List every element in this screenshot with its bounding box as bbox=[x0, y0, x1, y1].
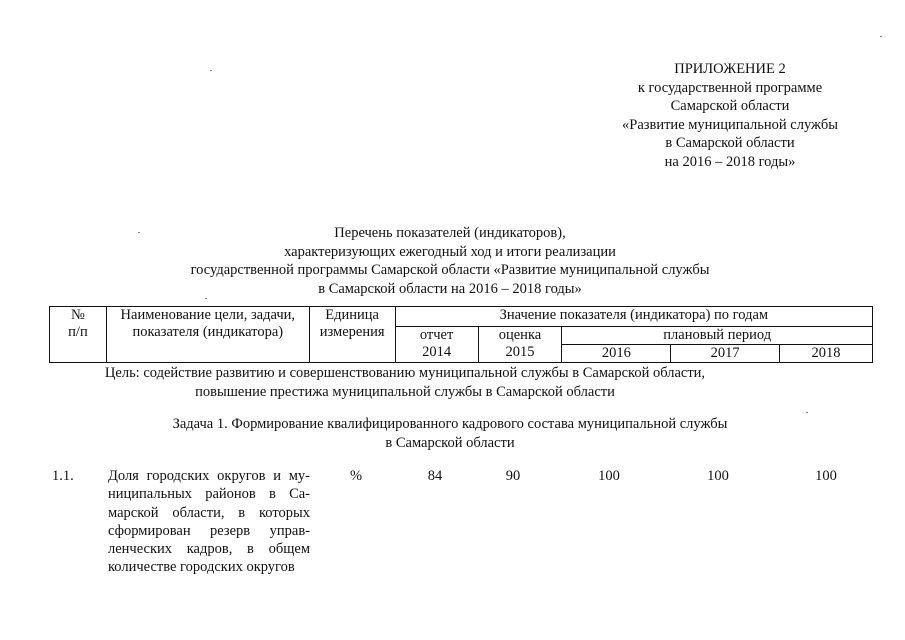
indicators-table-header bbox=[49, 306, 873, 363]
scan-speck bbox=[806, 412, 808, 413]
appendix-line: «Развитие муниципальной службы bbox=[622, 116, 838, 133]
header-report-cell bbox=[395, 327, 478, 363]
appendix-line: к государственной программе bbox=[637, 79, 823, 96]
indicator-name-line: марской области, в которых bbox=[108, 504, 310, 521]
title-line: характеризующих ежегодный ход и итоги реализации bbox=[284, 243, 616, 260]
header-year-2017: 2017 bbox=[671, 345, 780, 363]
header-unit: Единица bbox=[325, 307, 379, 323]
header-name-cell bbox=[106, 307, 309, 363]
scan-speck bbox=[138, 232, 140, 233]
task-line: в Самарской области bbox=[385, 434, 515, 451]
header-report-year: 2014 bbox=[422, 344, 452, 360]
header-unit-cell bbox=[309, 307, 395, 363]
header-value-group: Значение показателя (индикатора) по годам bbox=[395, 307, 872, 327]
row-value-2015: 90 bbox=[505, 468, 521, 484]
header-planned: плановый период bbox=[562, 327, 873, 345]
header-year-2018: 2018 bbox=[780, 345, 873, 363]
appendix-line: на 2016 – 2018 годы» bbox=[664, 153, 796, 170]
document-title bbox=[100, 224, 800, 298]
appendix-line: Самарской области bbox=[670, 98, 790, 114]
indicator-name-line: количестве городских округов bbox=[108, 559, 295, 576]
header-year-2016: 2016 bbox=[562, 345, 671, 363]
row-value-2014: 84 bbox=[427, 468, 443, 484]
scan-speck bbox=[880, 36, 882, 37]
row-num: 1.1. bbox=[52, 468, 74, 484]
header-name-sub: показателя (индикатора) bbox=[132, 324, 284, 340]
row-value-2017: 100 bbox=[707, 468, 729, 484]
header-num-sub: п/п bbox=[68, 324, 88, 340]
title-line: Перечень показателей (индикаторов), bbox=[334, 225, 566, 241]
header-unit-sub: измерения bbox=[319, 324, 385, 340]
header-report: отчет bbox=[419, 327, 454, 343]
indicator-name-line: Доля городских округов и му- bbox=[108, 468, 310, 484]
header-estimate-cell bbox=[478, 327, 562, 363]
title-line: государственной программы Самарской области «Развитие муниципальной службы bbox=[190, 262, 710, 278]
row-value-2018: 100 bbox=[815, 468, 837, 484]
appendix-block bbox=[560, 60, 900, 171]
header-name: Наименование цели, задачи, bbox=[120, 307, 296, 323]
table-row bbox=[0, 467, 905, 587]
indicator-name-line: сформирован резерв управ- bbox=[108, 522, 310, 539]
goal-line: Цель: содействие развитию и совершенствованию муниципальной службы в Самарской области, bbox=[104, 365, 706, 381]
header-estimate: оценка bbox=[498, 327, 542, 343]
task-line: Задача 1. Формирование квалифицированного кадрового состава муниципальной службы bbox=[172, 416, 728, 432]
row-value-2016: 100 bbox=[598, 468, 620, 484]
indicator-name-line: ниципальных районов в Са- bbox=[108, 486, 310, 503]
scan-speck bbox=[210, 70, 212, 71]
task-heading bbox=[100, 415, 800, 452]
goal-line: повышение престижа муниципальной службы в Самарской области bbox=[195, 383, 615, 400]
appendix-line: в Самарской области bbox=[665, 135, 795, 151]
title-line: в Самарской области на 2016 – 2018 годы» bbox=[318, 280, 582, 297]
row-indicator-name bbox=[108, 467, 310, 577]
appendix-line: ПРИЛОЖЕНИЕ 2 bbox=[674, 61, 786, 77]
indicator-name-line: ленческих кадров, в общем bbox=[108, 541, 310, 558]
row-unit: % bbox=[349, 468, 363, 484]
header-estimate-year: 2015 bbox=[505, 344, 535, 360]
scan-speck bbox=[205, 298, 207, 299]
header-num-cell bbox=[50, 307, 107, 363]
goal-text bbox=[80, 364, 730, 401]
header-num: № bbox=[71, 307, 85, 323]
